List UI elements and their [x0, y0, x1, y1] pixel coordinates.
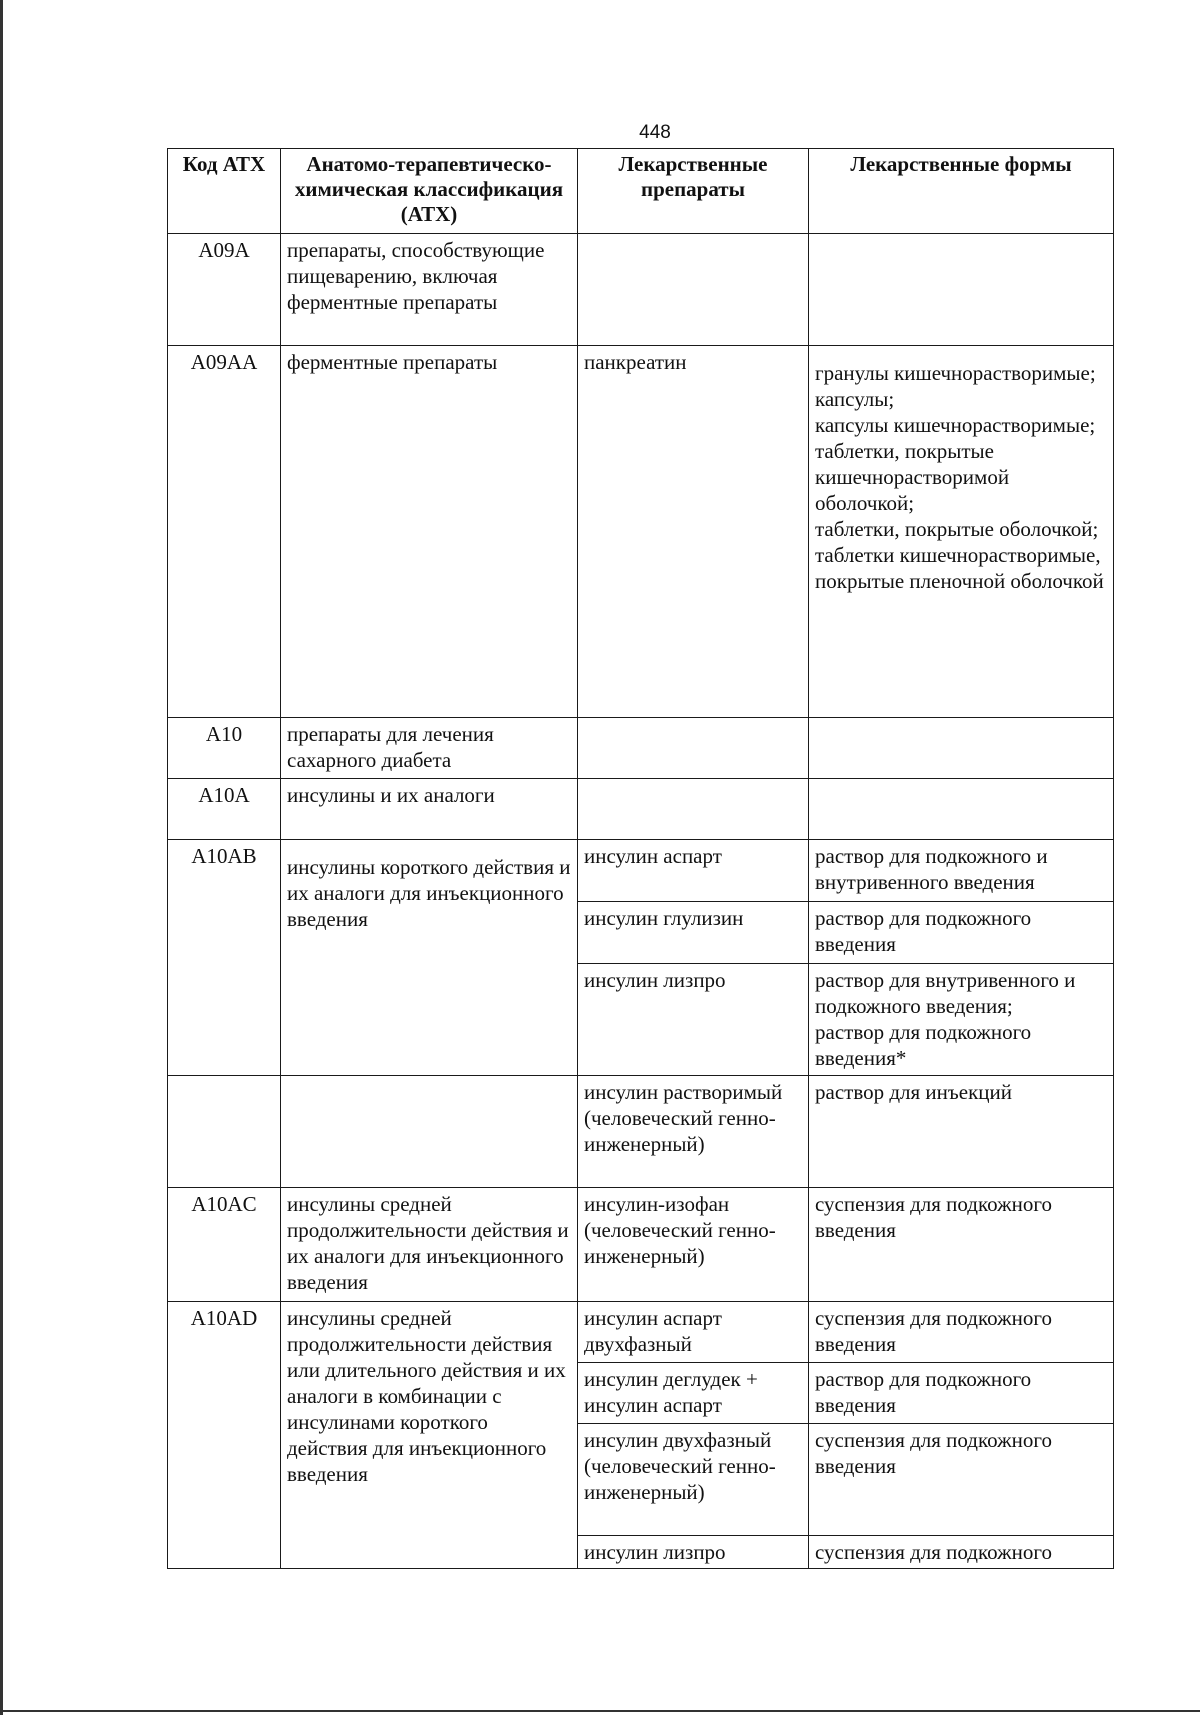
dosage-forms	[809, 779, 1114, 840]
table-row	[168, 779, 1114, 840]
drug-name: инсулин аспарт	[578, 840, 809, 902]
dosage-forms: раствор для подкожного введения	[809, 1363, 1114, 1424]
atc-classification	[281, 1076, 578, 1188]
atc-classification: инсулины короткого действия и их аналоги для инъекционного введения	[281, 840, 578, 1076]
atc-code: A10AD	[168, 1302, 281, 1569]
atc-classification: препараты, способствующие пищеварению, включая ферментные препараты	[281, 234, 578, 346]
atc-code: A09AA	[168, 346, 281, 718]
atc-code	[168, 1076, 281, 1188]
table-row	[168, 346, 1114, 718]
dosage-forms: гранулы кишечнорастворимые; капсулы; капсулы кишечнорастворимые; таблетки, покрытые кишечнорастворимой оболочкой; таблетки, покрытые оболочкой; таблетки кишечнорастворимые, покрытые пленочной оболочкой	[809, 346, 1114, 718]
drug-name	[578, 718, 809, 779]
dosage-forms: суспензия для подкожного введения	[809, 1302, 1114, 1363]
page-number: 448	[639, 122, 671, 143]
drug-name: инсулин лизпро	[578, 1536, 809, 1569]
dosage-forms: раствор для инъекций	[809, 1076, 1114, 1188]
atc-code: A09A	[168, 234, 281, 346]
drug-name: инсулин растворимый (человеческий генно-инженерный)	[578, 1076, 809, 1188]
dosage-forms: суспензия для подкожного введения	[809, 1424, 1114, 1536]
dosage-forms: суспензия для подкожного	[809, 1536, 1114, 1569]
header-drugs: Лекарственные препараты	[578, 149, 809, 234]
atc-classification: инсулины и их аналоги	[281, 779, 578, 840]
atc-code: A10AC	[168, 1188, 281, 1302]
table-row	[168, 840, 1114, 902]
atc-code: A10AB	[168, 840, 281, 1076]
header-row	[168, 149, 1114, 234]
dosage-forms	[809, 718, 1114, 779]
scan-left-edge	[0, 0, 3, 1715]
table-row	[168, 718, 1114, 779]
atc-table	[167, 148, 1114, 1569]
atc-classification: инсулины средней продолжительности действия и их аналоги для инъекционного введения	[281, 1188, 578, 1302]
atc-code: A10	[168, 718, 281, 779]
drug-name: инсулин деглудек + инсулин аспарт	[578, 1363, 809, 1424]
header-classification: Анатомо-терапевтическо-химическая классификация (АТХ)	[281, 149, 578, 234]
scan-bottom-edge	[0, 1710, 1200, 1712]
drug-name: инсулин-изофан (человеческий генно-инженерный)	[578, 1188, 809, 1302]
drug-name: инсулин лизпро	[578, 964, 809, 1076]
atc-classification: инсулины средней продолжительности действия или длительного действия и их аналоги в комбинации с инсулинами короткого действия для инъекционного введения	[281, 1302, 578, 1569]
dosage-forms: раствор для подкожного введения	[809, 902, 1114, 964]
table-row	[168, 1076, 1114, 1188]
drug-name: инсулин глулизин	[578, 902, 809, 964]
drug-name: инсулин двухфазный (человеческий генно-инженерный)	[578, 1424, 809, 1536]
dosage-forms	[809, 234, 1114, 346]
table-row	[168, 1188, 1114, 1302]
drug-name	[578, 234, 809, 346]
header-code: Код АТХ	[168, 149, 281, 234]
atc-classification: препараты для лечения сахарного диабета	[281, 718, 578, 779]
table-row	[168, 1302, 1114, 1363]
header-forms: Лекарственные формы	[809, 149, 1114, 234]
drug-name: инсулин аспарт двухфазный	[578, 1302, 809, 1363]
dosage-forms: раствор для внутривенного и подкожного введения; раствор для подкожного введения*	[809, 964, 1114, 1076]
atc-code: A10A	[168, 779, 281, 840]
dosage-forms: раствор для подкожного и внутривенного введения	[809, 840, 1114, 902]
drug-name: панкреатин	[578, 346, 809, 718]
table-row	[168, 234, 1114, 346]
atc-classification: ферментные препараты	[281, 346, 578, 718]
drug-name	[578, 779, 809, 840]
dosage-forms: суспензия для подкожного введения	[809, 1188, 1114, 1302]
